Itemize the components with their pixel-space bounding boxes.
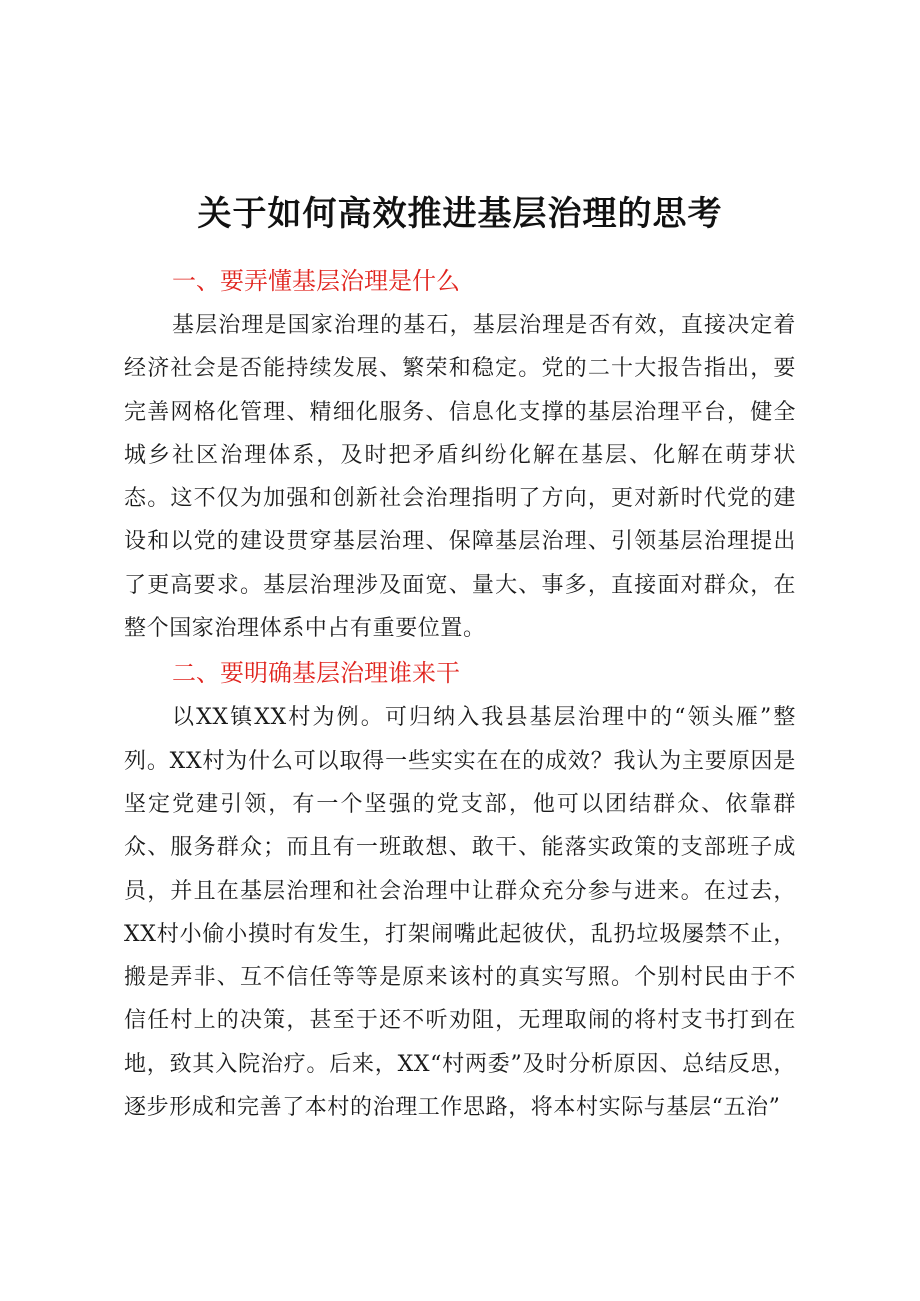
section-paragraph-1: 基层治理是国家治理的基石，基层治理是否有效，直接决定着经济社会是否能持续发展、繁荣和稳定。党的二十大报告指出，要完善网格化管理、精细化服务、信息化支撑的基层治理平台，健全城乡社区治理体系，及时把矛盾纠纷化解在基层、化解在萌芽状态。这不仅为加强和创新社会治理指明了方向，更对新时代党的建设和以党的建设贯穿基层治理、保障基层治理、引领基层治理提出了更高要求。基层治理涉及面宽、量大、事多，直接面对群众，在整个国家治理体系中占有重要位置。 [124, 313, 796, 642]
section-heading-2: 二、要明确基层治理谁来干 [172, 659, 460, 688]
document-body [124, 260, 796, 1131]
section-heading-1: 一、要弄懂基层治理是什么 [172, 267, 460, 295]
section-paragraph-2: 以XX镇XX村为例。可归纳入我县基层治理中的“领头雁”整列。XX村为什么可以取得一些实实在在的成效？我认为主要原因是坚定党建引领，有一个坚强的党支部，他可以团结群众、依靠群众、服务群众；而且有一班敢想、敢干、能落实政策的支部班子成员，并且在基层治理和社会治理中让群众充分参与进来。在过去，XX村小偷小摸时有发生，打架闹嘴此起彼伏，乱扔垃圾屡禁不止，搬是弄非、互不信任等等是原来该村的真实写照。个别村民由于不信任村上的决策，甚至于还不听劝阻，无理取闹的将村支书打到在地，致其入院治疗。后来，XX“村两委”及时分析原因、总结反思，逐步形成和完善了本村的治理工作思路，将本村实际与基层“五治” [124, 705, 796, 1121]
document-title: 关于如何高效推进基层治理的思考 [197, 194, 723, 234]
